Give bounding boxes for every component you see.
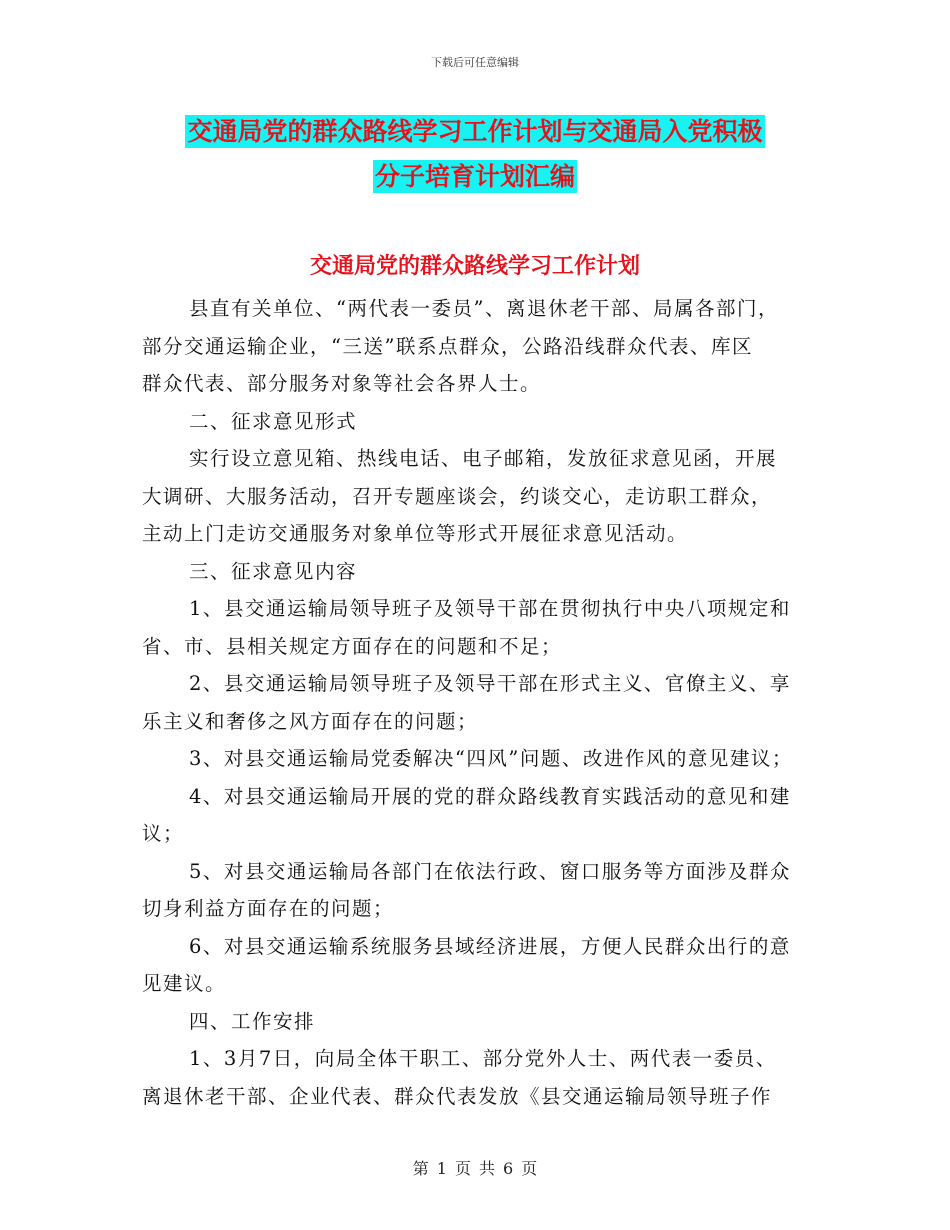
- body-line: 1、3月7日，向局全体干职工、部分党外人士、两代表一委员、: [189, 1047, 777, 1070]
- body-line: 四、工作安排: [189, 1009, 316, 1033]
- footer-page-word: 页: [454, 1159, 471, 1178]
- body-line: 议；: [142, 822, 185, 845]
- body-line: 3、对县交通运输局党委解决“四风”问题、改进作风的意见建议；: [189, 747, 793, 770]
- body-line: 乐主义和奢侈之风方面存在的问题；: [142, 709, 479, 733]
- body-line: 二、征求意见形式: [189, 409, 358, 433]
- body-line: 部分交通运输企业，“三送”联系点群众，公路沿线群众代表、库区: [142, 334, 753, 358]
- body-line: 县直有关单位、“两代表一委员”、离退休老干部、局属各部门，: [189, 297, 779, 320]
- body-line: 2、县交通运输局领导班子及领导干部在形式主义、官僚主义、享: [189, 672, 791, 695]
- body-line: 切身利益方面存在的问题；: [142, 897, 395, 920]
- body-line: 离退休老干部、企业代表、群众代表发放《县交通运输局领导班子作: [142, 1084, 773, 1108]
- main-title-text-2: 分子培育计划汇编: [374, 162, 575, 191]
- main-title-line-1: [0, 112, 950, 148]
- body-line: 大调研、大服务活动，召开专题座谈会，约谈交心，走访职工群众，: [142, 484, 773, 508]
- footer-prefix: 第: [412, 1159, 429, 1178]
- main-title-text-1: 交通局党的群众路线学习工作计划与交通局入党积极: [187, 117, 763, 146]
- footer-total-word: 共: [479, 1159, 496, 1178]
- footer-page-number: 1: [436, 1159, 447, 1178]
- header-note: 下载后可任意编辑: [431, 56, 519, 69]
- body-line: 省、市、县相关规定方面存在的问题和不足；: [142, 634, 563, 658]
- body-line: 主动上门走访交通服务对象单位等形式开展征求意见活动。: [142, 522, 689, 545]
- body-line: 群众代表、部分服务对象等社会各界人士。: [142, 372, 542, 395]
- footer-total-pages: 6: [503, 1159, 514, 1178]
- body-line: 5、对县交通运输局各部门在依法行政、窗口服务等方面涉及群众: [189, 859, 791, 883]
- document-body: [142, 290, 817, 1115]
- body-line: 三、征求意见内容: [189, 559, 358, 583]
- body-line: 见建议。: [142, 972, 227, 995]
- main-title-line-2: [0, 157, 950, 193]
- section-title: 交通局党的群众路线学习工作计划: [309, 254, 640, 279]
- page-footer: [0, 1156, 950, 1179]
- body-line: 4、对县交通运输局开展的党的群众路线教育实践活动的意见和建: [189, 784, 791, 808]
- body-line: 6、对县交通运输系统服务县域经济进展，方便人民群众出行的意: [189, 934, 791, 958]
- footer-suffix: 页: [521, 1159, 538, 1178]
- body-line: 实行设立意见箱、热线电话、电子邮箱，发放征求意见函，开展: [189, 447, 778, 470]
- body-line: 1、县交通运输局领导班子及领导干部在贯彻执行中央八项规定和: [189, 597, 791, 620]
